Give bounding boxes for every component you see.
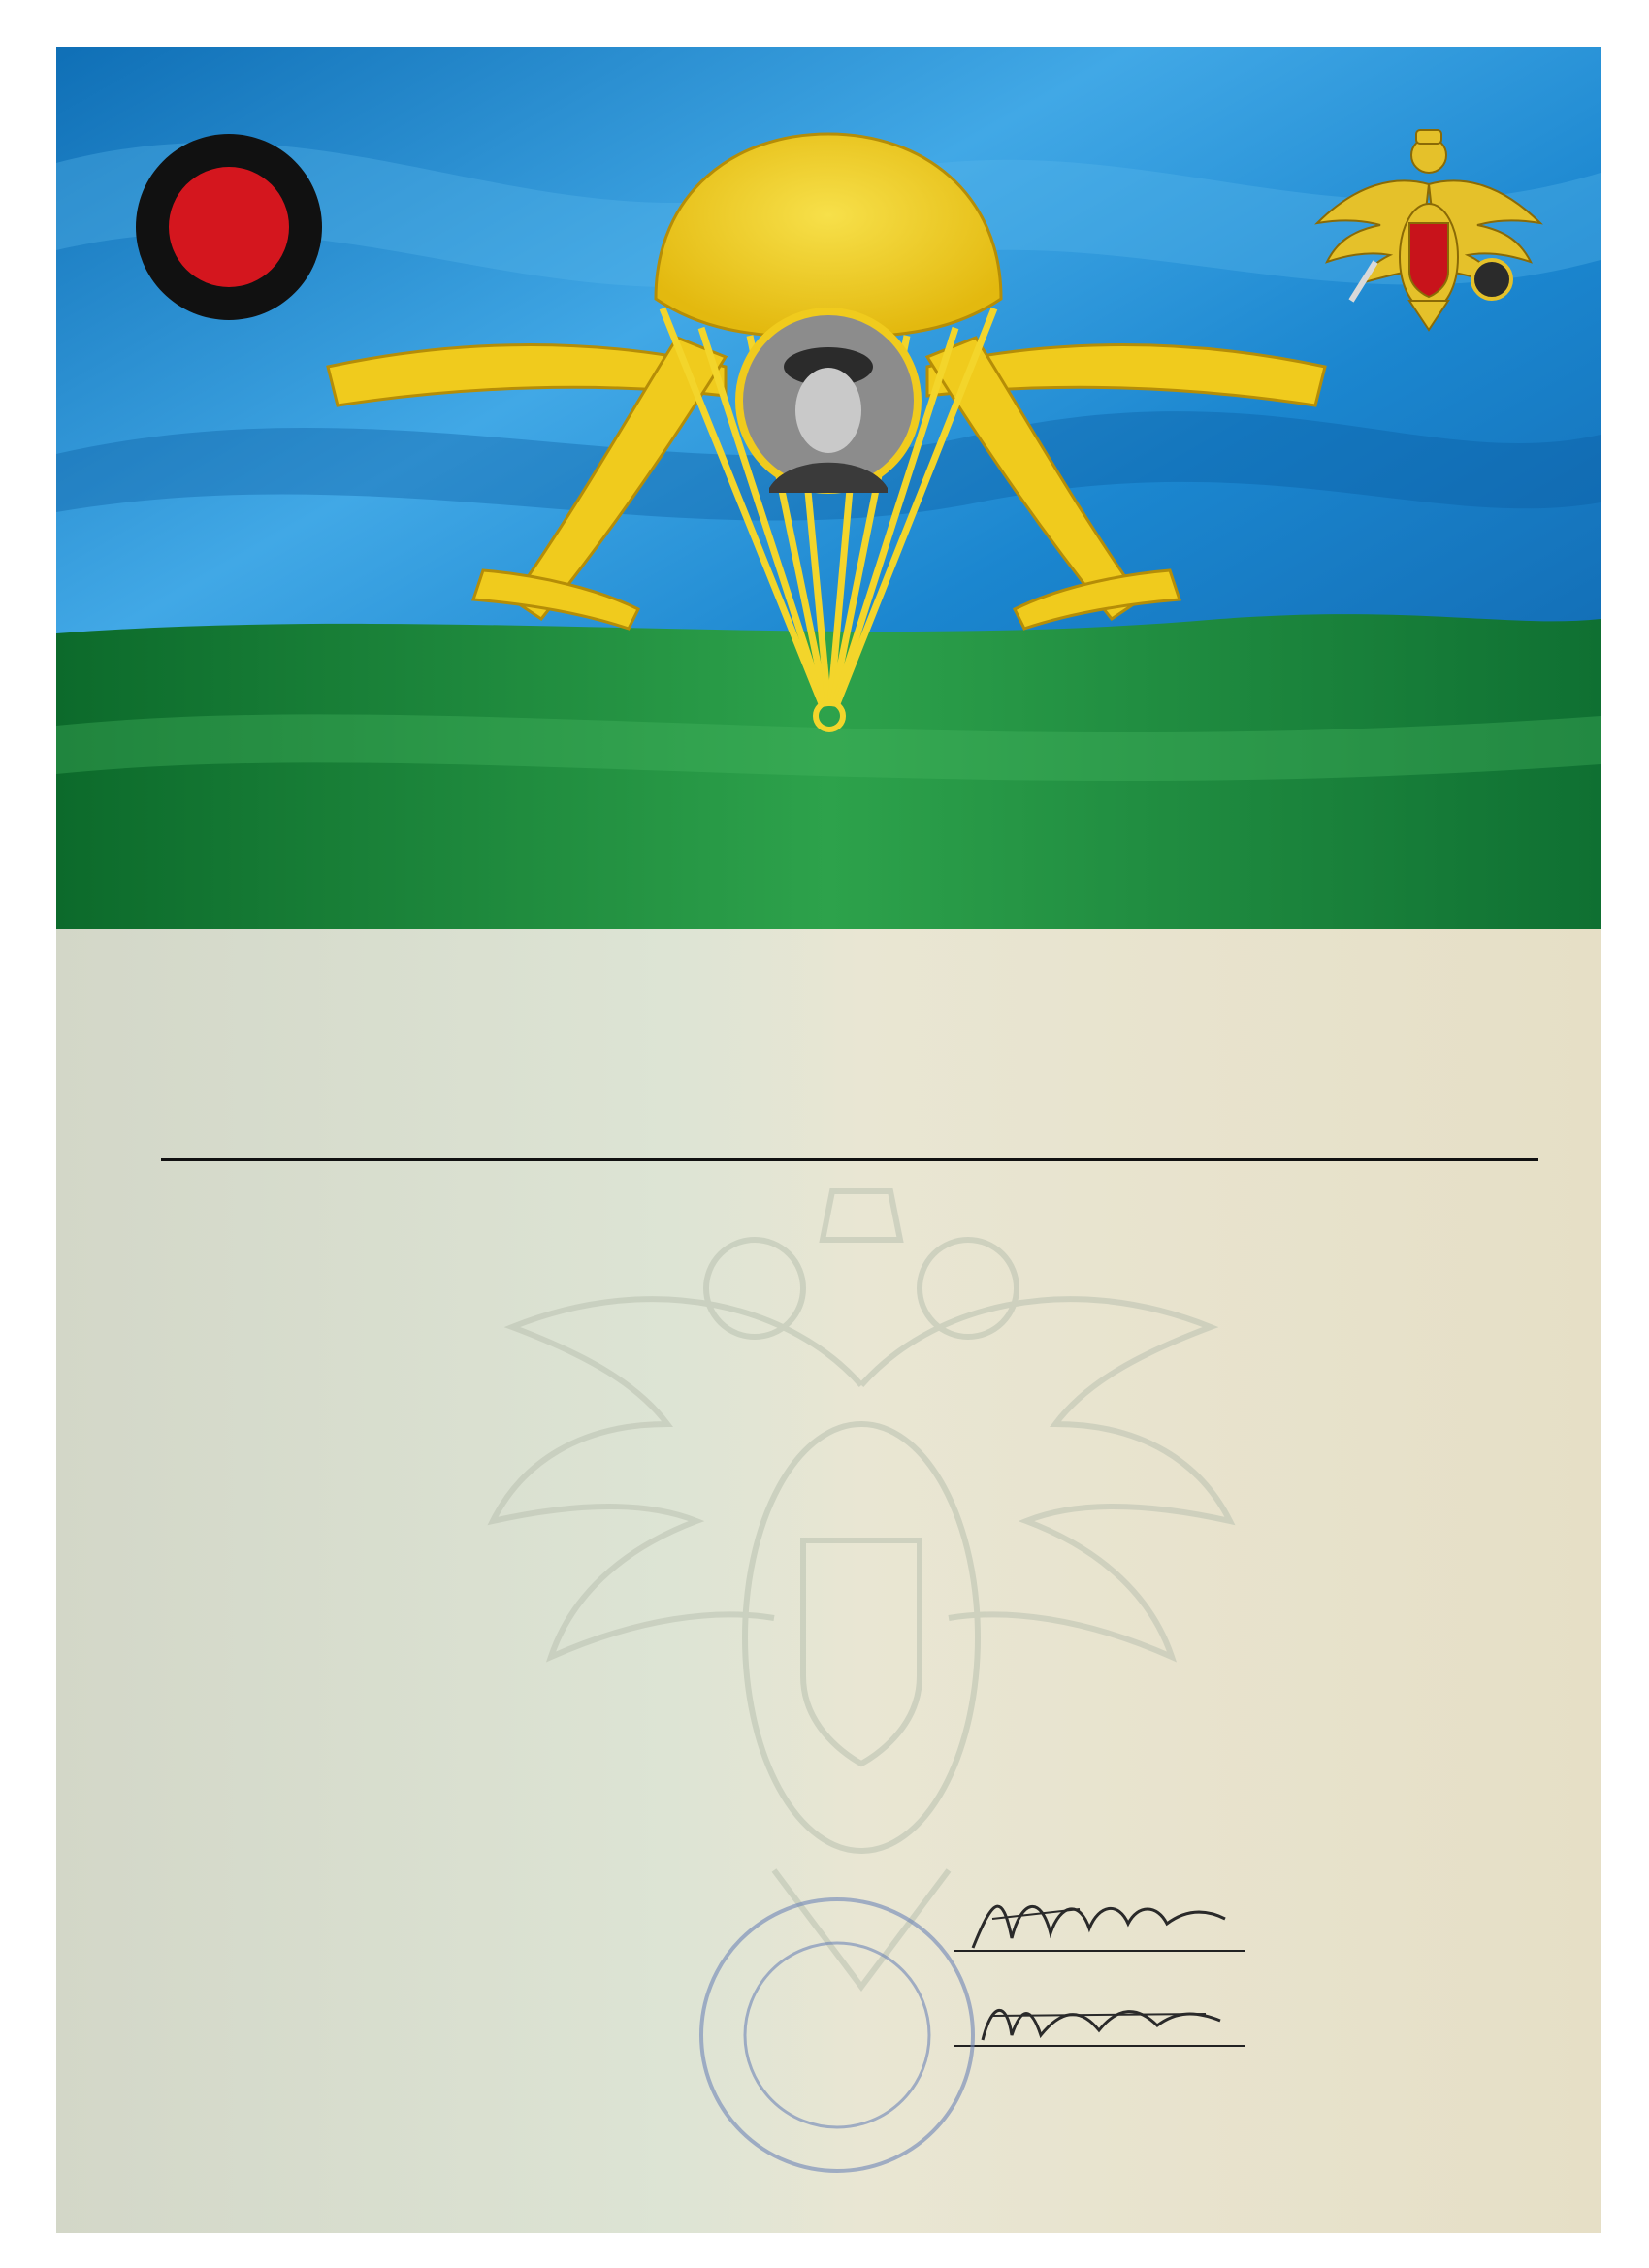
round-stamp-icon <box>692 1890 983 2181</box>
recipient-underline <box>161 1158 1538 1161</box>
vdv-eagle-emblem-icon <box>1308 116 1550 340</box>
certificate <box>56 47 1600 2233</box>
kudo-federation-badge <box>132 130 326 324</box>
hero-portrait <box>739 311 918 493</box>
secretary-signature-icon <box>973 1987 1235 2055</box>
judge-signature-icon <box>963 1880 1245 1958</box>
